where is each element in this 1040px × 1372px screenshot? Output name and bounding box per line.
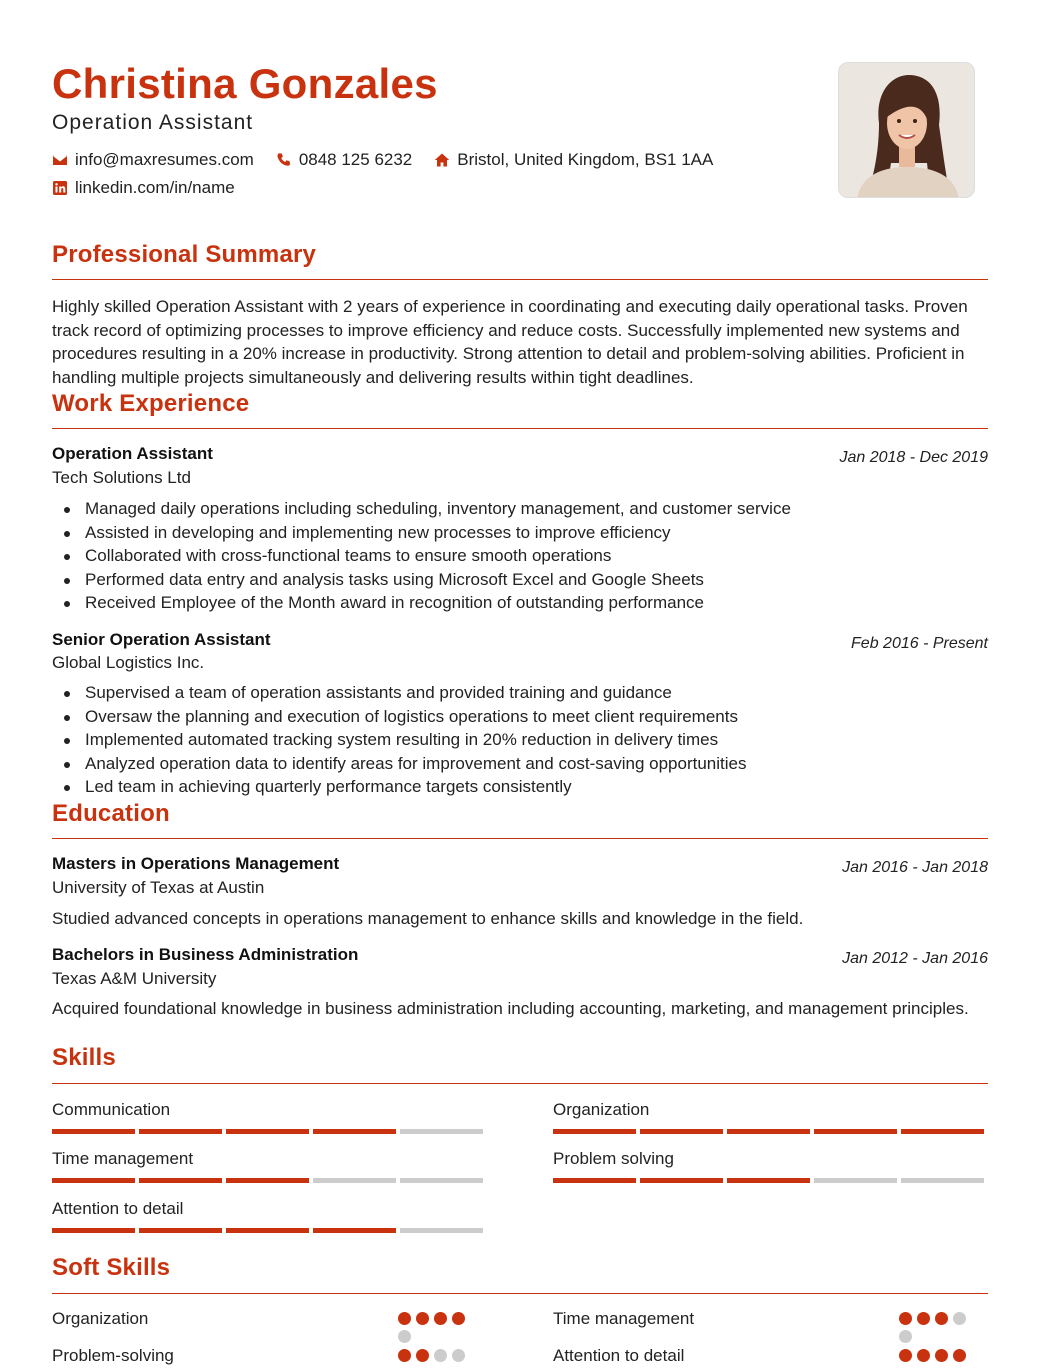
skill-level-segment <box>400 1228 483 1233</box>
job-1-title: Operation Assistant <box>52 444 213 463</box>
soft-skill-label: Organization <box>52 1309 149 1328</box>
edu-1-degree: Masters in Operations Management <box>52 854 340 873</box>
envelope-icon <box>52 152 68 168</box>
skill-item <box>52 1148 487 1183</box>
edu-2-description: Acquired foundational knowledge in business administration including accounting, marketing, and management principles. <box>52 999 969 1018</box>
linkedin-contact[interactable] <box>52 177 235 199</box>
rating-dot <box>953 1349 966 1362</box>
skill-level-bar <box>52 1129 487 1134</box>
soft-skills-divider <box>52 1293 988 1294</box>
job-title: Operation Assistant <box>52 111 254 134</box>
skill-level-segment <box>727 1129 810 1134</box>
summary-divider <box>52 279 988 280</box>
skill-level-segment <box>226 1178 309 1183</box>
skill-level-segment <box>640 1129 723 1134</box>
candidate-name: Christina Gonzales <box>52 60 438 107</box>
skill-level-segment <box>553 1178 636 1183</box>
skill-level-bar <box>52 1228 487 1233</box>
soft-skills-heading: Soft Skills <box>52 1254 171 1281</box>
phone-contact[interactable] <box>276 149 412 171</box>
skill-level-segment <box>553 1129 636 1134</box>
phone-icon <box>276 152 292 168</box>
edu-1-dates: Jan 2016 - Jan 2018 <box>842 859 988 876</box>
skill-level-segment <box>226 1129 309 1134</box>
rating-dot <box>899 1330 912 1343</box>
skills-divider <box>52 1083 988 1084</box>
skill-label: Communication <box>52 1100 171 1119</box>
list-item: Received Employee of the Month award in recognition of outstanding performance <box>52 591 791 615</box>
soft-skill-label: Attention to detail <box>553 1346 685 1365</box>
rating-dot <box>434 1312 447 1325</box>
home-icon <box>434 152 450 168</box>
rating-dot <box>899 1312 912 1325</box>
rating-dot <box>398 1312 411 1325</box>
skill-item <box>553 1099 988 1134</box>
job-1-bullets <box>52 497 791 615</box>
rating-dot <box>416 1349 429 1362</box>
edu-2-dates: Jan 2012 - Jan 2016 <box>842 950 988 967</box>
skill-level-segment <box>814 1129 897 1134</box>
job-2-dates: Feb 2016 - Present <box>851 635 988 652</box>
location-contact <box>434 149 713 171</box>
summary-heading: Professional Summary <box>52 241 317 268</box>
list-item: Implemented automated tracking system resulting in 20% reduction in delivery times <box>52 728 747 752</box>
skill-level-segment <box>901 1178 984 1183</box>
skill-level-segment <box>727 1178 810 1183</box>
list-item: Managed daily operations including scheduling, inventory management, and customer service <box>52 497 791 521</box>
contact-row-2 <box>52 177 257 199</box>
skill-label: Problem solving <box>553 1149 674 1168</box>
education-divider <box>52 838 988 839</box>
skill-level-bar <box>553 1129 988 1134</box>
rating-dot <box>398 1349 411 1362</box>
edu-1-description: Studied advanced concepts in operations management to enhance skills and knowledge in the field. <box>52 909 804 928</box>
rating-dot <box>935 1312 948 1325</box>
rating-dot <box>434 1349 447 1362</box>
email-contact[interactable] <box>52 149 254 171</box>
rating-dot <box>452 1312 465 1325</box>
soft-skill-rating <box>899 1312 971 1348</box>
skill-level-segment <box>640 1178 723 1183</box>
skill-label: Attention to detail <box>52 1199 184 1218</box>
job-2-title: Senior Operation Assistant <box>52 630 271 649</box>
skill-level-segment <box>400 1178 483 1183</box>
profile-photo <box>838 62 975 198</box>
skill-level-segment <box>814 1178 897 1183</box>
skill-level-bar <box>52 1178 487 1183</box>
rating-dot <box>917 1349 930 1362</box>
skill-label: Time management <box>52 1149 194 1168</box>
soft-skill-label: Problem-solving <box>52 1346 174 1365</box>
rating-dot <box>899 1349 912 1362</box>
phone-text: 0848 125 6232 <box>298 150 413 169</box>
soft-skill-rating <box>899 1349 971 1367</box>
linkedin-icon <box>52 180 68 196</box>
experience-divider <box>52 428 988 429</box>
contact-row-1 <box>52 149 735 171</box>
rating-dot <box>935 1349 948 1362</box>
linkedin-text: linkedin.com/in/name <box>75 178 235 197</box>
skill-level-segment <box>139 1228 222 1233</box>
list-item: Led team in achieving quarterly performance targets consistently <box>52 775 747 799</box>
skill-item <box>52 1099 487 1134</box>
list-item: Collaborated with cross-functional teams to ensure smooth operations <box>52 544 791 568</box>
skill-level-segment <box>313 1178 396 1183</box>
rating-dot <box>953 1312 966 1325</box>
skill-level-segment <box>313 1228 396 1233</box>
skill-level-segment <box>139 1129 222 1134</box>
location-text: Bristol, United Kingdom, BS1 1AA <box>457 150 714 169</box>
rating-dot <box>416 1312 429 1325</box>
experience-heading: Work Experience <box>52 390 250 417</box>
skill-item <box>553 1148 988 1183</box>
skill-level-segment <box>226 1228 309 1233</box>
rating-dot <box>452 1349 465 1362</box>
soft-skill-rating <box>398 1349 470 1367</box>
skill-level-bar <box>553 1178 988 1183</box>
list-item: Supervised a team of operation assistants and provided training and guidance <box>52 681 747 705</box>
summary-text: Highly skilled Operation Assistant with 2 years of experience in coordinating and executing daily operational tasks. Proven track record of optimizing processes to improve efficiency and reduce costs. Successfully implemented new systems and procedures resulting in a 20% increase in productivity. Strong attention to detail and problem-solving abilities. Proficient in handling multiple projects simultaneously and delivering results within tight deadlines. <box>52 297 968 387</box>
skill-level-segment <box>52 1178 135 1183</box>
skill-level-segment <box>313 1129 396 1134</box>
email-text: info@maxresumes.com <box>75 150 254 169</box>
skill-level-segment <box>52 1228 135 1233</box>
rating-dot <box>398 1330 411 1343</box>
list-item: Oversaw the planning and execution of logistics operations to meet client requirements <box>52 705 747 729</box>
skill-level-segment <box>52 1129 135 1134</box>
edu-2-degree: Bachelors in Business Administration <box>52 945 359 964</box>
soft-skill-rating <box>398 1312 470 1348</box>
soft-skill-label: Time management <box>553 1309 695 1328</box>
rating-dot <box>917 1312 930 1325</box>
skill-label: Organization <box>553 1100 650 1119</box>
avatar <box>839 63 975 198</box>
edu-1-school: University of Texas at Austin <box>52 878 265 897</box>
list-item: Assisted in developing and implementing new processes to improve efficiency <box>52 521 791 545</box>
edu-2-school: Texas A&M University <box>52 969 217 988</box>
skill-level-segment <box>139 1178 222 1183</box>
list-item: Analyzed operation data to identify areas for improvement and cost-saving opportunities <box>52 752 747 776</box>
skill-level-segment <box>400 1129 483 1134</box>
list-item: Performed data entry and analysis tasks using Microsoft Excel and Google Sheets <box>52 568 791 592</box>
skill-item <box>52 1198 487 1233</box>
education-heading: Education <box>52 800 170 827</box>
skill-level-segment <box>901 1129 984 1134</box>
job-2-company: Global Logistics Inc. <box>52 653 205 672</box>
job-1-company: Tech Solutions Ltd <box>52 468 191 487</box>
job-1-dates: Jan 2018 - Dec 2019 <box>839 449 988 466</box>
skills-heading: Skills <box>52 1044 116 1071</box>
job-2-bullets <box>52 681 747 799</box>
